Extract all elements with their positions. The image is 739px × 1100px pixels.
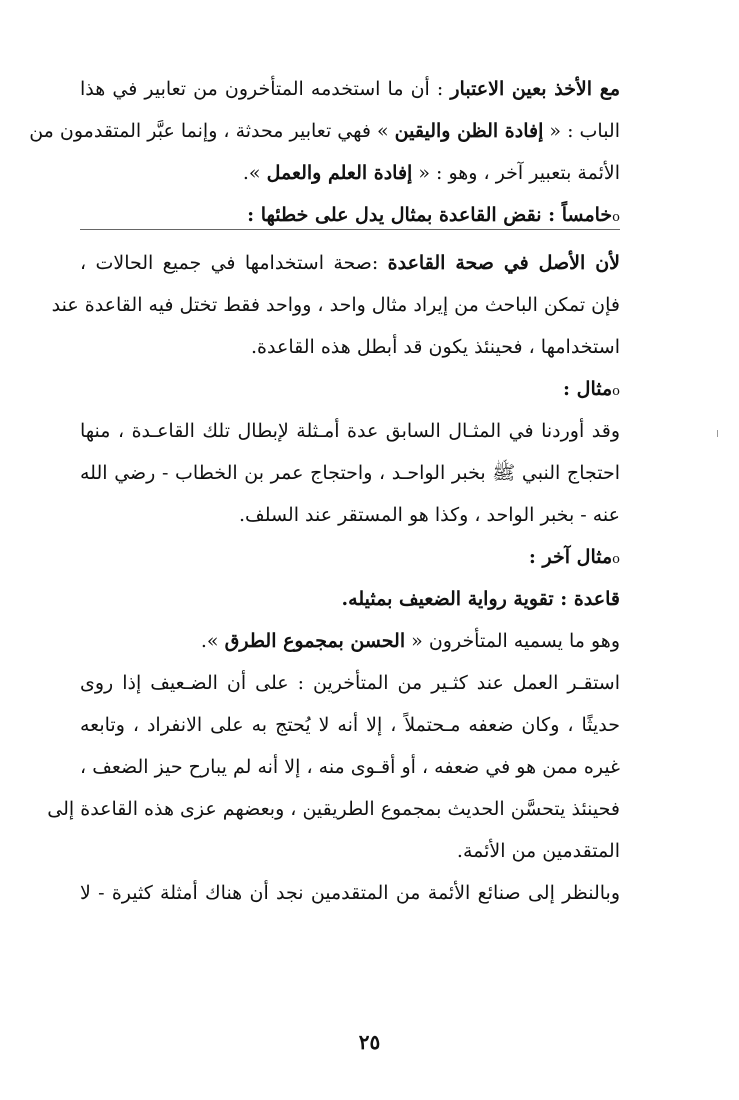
heading-text: مثال :	[563, 378, 613, 400]
bold-term: إفادة الظن واليقين	[394, 120, 544, 142]
text-line-7	[80, 326, 620, 368]
line-text: المتقدمين من الأئمة.	[456, 840, 620, 862]
line-text: عنه - بخبر الواحد ، وكذا هو المستقر عند السلف.	[238, 504, 620, 526]
text-line-9	[80, 410, 620, 452]
bold-term: مع الأخذ بعين الاعتبار	[450, 78, 620, 100]
text-line-2	[29, 110, 620, 152]
line-text: استقـر العمل عند كثـير من المتأخرين : على أن الضـعيف إذا روى	[80, 672, 620, 694]
text-line-15	[80, 662, 620, 704]
text-line-1	[80, 68, 620, 110]
text-line-16	[80, 704, 620, 746]
text-line-20	[80, 872, 620, 914]
line-text: حديثًا ، وكان ضعفه مـحتملاً ، إلا أنه لا يُحتج به على الانفراد ، وتابعه	[80, 714, 620, 736]
line-text: الباب : «	[543, 120, 620, 142]
line-text: استخدامها ، فحينئذ يكون قد أبطل هذه القاعدة.	[251, 336, 620, 358]
margin-mark	[717, 430, 718, 437]
section-heading-fifth	[80, 194, 620, 236]
bold-term: إفادة العلم والعمل	[266, 162, 413, 184]
text-line-18	[47, 788, 620, 830]
text-line-14	[80, 620, 620, 662]
rule-heading	[80, 578, 620, 620]
text-line-3	[80, 152, 620, 194]
another-example-heading	[80, 536, 620, 578]
text-line-10	[80, 452, 620, 494]
text-line-6	[51, 284, 620, 326]
line-text: وقد أوردنا في المثـال السابق عدة أمـثلة لإبطال تلك القاعـدة ، منها	[80, 420, 620, 442]
bullet-icon: o	[612, 210, 620, 225]
text-line-5	[80, 242, 620, 284]
line-text: وبالنظر إلى صنائع الأئمة من المتقدمين نجد أن هناك أمثلة كثيرة - لا	[80, 882, 620, 904]
page-body	[29, 68, 620, 914]
line-text: :صحة استخدامها في جميع الحالات ،	[80, 252, 388, 274]
bullet-icon: o	[612, 384, 620, 399]
bullet-icon: o	[612, 552, 620, 567]
bold-term: الحسن بمجموع الطرق	[224, 630, 406, 652]
divider	[80, 229, 620, 230]
heading-text: قاعدة : تقوية رواية الضعيف بمثيله.	[341, 588, 620, 610]
line-text: فحينئذ يتحسَّن الحديث بمجموع الطريقين ، وبعضهم عزى هذه القاعدة إلى	[47, 798, 620, 820]
bold-term: لأن الأصل في صحة القاعدة	[387, 252, 620, 274]
line-text: غيره ممن هو في ضعفه ، أو أقـوى منه ، إلا أنه لم يبارح حيز الضعف ،	[80, 756, 620, 778]
line-text: » فهي تعابير محدثة ، وإنما عبَّر المتقدمون من	[29, 120, 395, 142]
heading-text: خامساً : نقض القاعدة بمثال يدل على خطئها :	[247, 204, 613, 226]
line-text: وهو ما يسميه المتأخرون «	[405, 630, 620, 652]
line-text: فإن تمكن الباحث من إيراد مثال واحد ، وواحد فقط تختل فيه القاعدة عند	[51, 294, 620, 316]
page-number: ٢٥	[358, 1030, 381, 1054]
text-line-11	[80, 494, 620, 536]
line-text: الأئمة بتعبير آخر ، وهو : «	[412, 162, 620, 184]
line-text: ».	[242, 162, 267, 184]
line-text: ».	[200, 630, 225, 652]
line-text: احتجاج النبي ﷺ بخبر الواحـد ، واحتجاج عمر بن الخطاب - رضي الله	[80, 462, 620, 484]
text-line-17	[80, 746, 620, 788]
text-line-19	[80, 830, 620, 872]
example-heading	[80, 368, 620, 410]
line-text: : أن ما استخدمه المتأخرون من تعابير في هذا	[80, 78, 451, 100]
heading-text: مثال آخر :	[528, 546, 613, 568]
